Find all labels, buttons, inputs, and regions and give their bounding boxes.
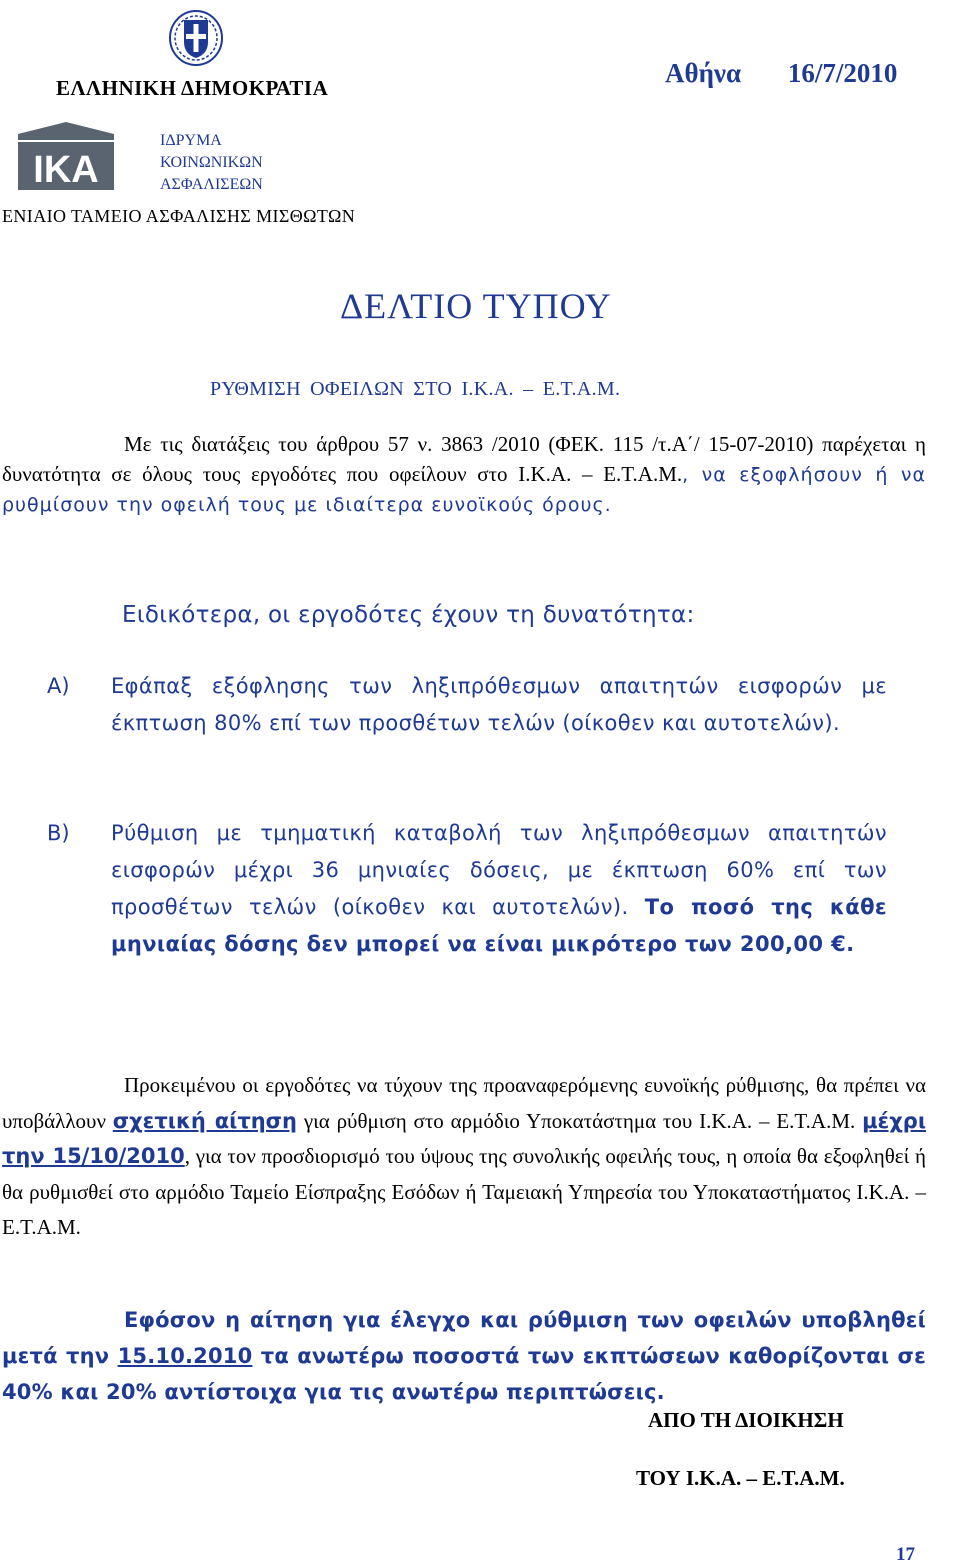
late-text: Εφόσον η αίτηση για έλεγχο και ρύθμιση των οφειλών υποβληθεί μετά την: [2, 1308, 926, 1368]
late-paragraph: [2, 1302, 926, 1410]
institution-line: ΙΔΡΥΜΑ: [160, 132, 222, 149]
page-title: ΔΕΛΤΙΟ ΤΥΠΟΥ: [340, 286, 612, 326]
late-date: 15.10.2010: [117, 1344, 253, 1368]
logo-text: IKA: [33, 149, 99, 191]
institution-name: [160, 130, 263, 196]
list-item-text: Ρύθμιση με τμηματική καταβολή των ληξιπρόθεσμων απαιτητών εισφορών μέχρι 36 μηνιαίες δόσεις, με έκπτωση 60% επί των προσθέτων τελών (οίκοθεν και αυτοτελών).: [111, 821, 887, 919]
deadline-text: μέχρι την 15/10/2010: [2, 1108, 926, 1168]
application-link[interactable]: σχετική αίτηση: [112, 1108, 297, 1133]
list-item: [47, 668, 892, 783]
list-item-label: Β): [47, 821, 70, 845]
intro-tail: , να εξοφλήσουν ή να ρυθμίσουν την οφειλή τους με ιδιαίτερα ευνοϊκούς όρους.: [2, 463, 926, 516]
list-item-text-container: [111, 815, 887, 963]
place-date: [665, 58, 897, 89]
ika-logo: [14, 120, 118, 194]
application-text: , για τον προσδιορισμό του ύψους της συνολικής οφειλής τους, η οποία θα εξοφληθεί ή θα ρυθμισθεί στο αρμόδιο Ταμείο Είσπραξης Εσόδων ή Ταμειακή Υπηρεσία του Υποκαταστήματος Ι.Κ.Α. – Ε.Τ.Α.Μ.: [2, 1144, 926, 1239]
subtitle: ΡΥΘΜΙΣΗ ΟΦΕΙΛΩΝ ΣΤΟ Ι.Κ.Α. – Ε.Τ.Α.Μ.: [210, 378, 621, 400]
republic-heading: ΕΛΛΗΝΙΚΗ ΔΗΜΟΚΡΑΤΙΑ: [56, 76, 329, 100]
city: Αθήνα: [665, 58, 742, 88]
page-number: 17: [896, 1544, 915, 1565]
greek-crest-icon: [168, 6, 224, 66]
lead-sentence: Ειδικότερα, οι εργοδότες έχουν τη δυνατότητα:: [122, 602, 695, 628]
date: 16/7/2010: [787, 58, 898, 88]
fund-name: ΕΝΙΑΙΟ ΤΑΜΕΙΟ ΑΣΦΑΛΙΣΗΣ ΜΙΣΘΩΤΩΝ: [2, 206, 356, 226]
list-item: [47, 815, 892, 1005]
list-item-bold-text: Το ποσό της κάθε μηνιαίας δόσης δεν μπορεί να είναι μικρότερο των 200,00 €.: [111, 895, 887, 956]
list-item-text: Εφάπαξ εξόφλησης των ληξιπρόθεσμων απαιτητών εισφορών με έκπτωση 80% επί των προσθέτων τελών (οίκοθεν και αυτοτελών).: [111, 674, 887, 735]
institution-line: ΑΣΦΑΛΙΣΕΩΝ: [160, 176, 263, 193]
institution-line: ΚΟΙΝΩΝΙΚΩΝ: [160, 154, 263, 171]
application-text: για ρύθμιση στο αρμόδιο Υποκατάστημα του Ι.Κ.Α. – Ε.Τ.Α.Μ.: [296, 1108, 863, 1133]
late-text: τα ανωτέρω ποσοστά των εκπτώσεων καθορίζονται σε 40% και 20% αντίστοιχα για τις ανωτέρω περιπτώσεις.: [2, 1344, 926, 1404]
intro-text: Με τις διατάξεις του άρθρου 57 ν. 3863 /2010 (ΦΕΚ. 115 /τ.Α΄/ 15-07-2010) παρέχεται η δυνατότητα σε όλους τους εργοδότες που οφείλουν στο Ι.Κ.Α. – Ε.Τ.Α.Μ.: [2, 432, 926, 486]
signature-line: ΤΟΥ Ι.Κ.Α. – Ε.Τ.Α.Μ.: [636, 1466, 845, 1490]
intro-paragraph: [2, 430, 926, 521]
signature-line: ΑΠΟ ΤΗ ΔΙΟΙΚΗΣΗ: [648, 1408, 844, 1432]
application-paragraph: [2, 1068, 926, 1246]
list-item-label: Α): [47, 674, 70, 698]
application-text: Προκειμένου οι εργοδότες να τύχουν της προαναφερόμενης ευνοϊκής ρύθμισης, θα πρέπει να υποβάλλουν: [2, 1073, 926, 1133]
